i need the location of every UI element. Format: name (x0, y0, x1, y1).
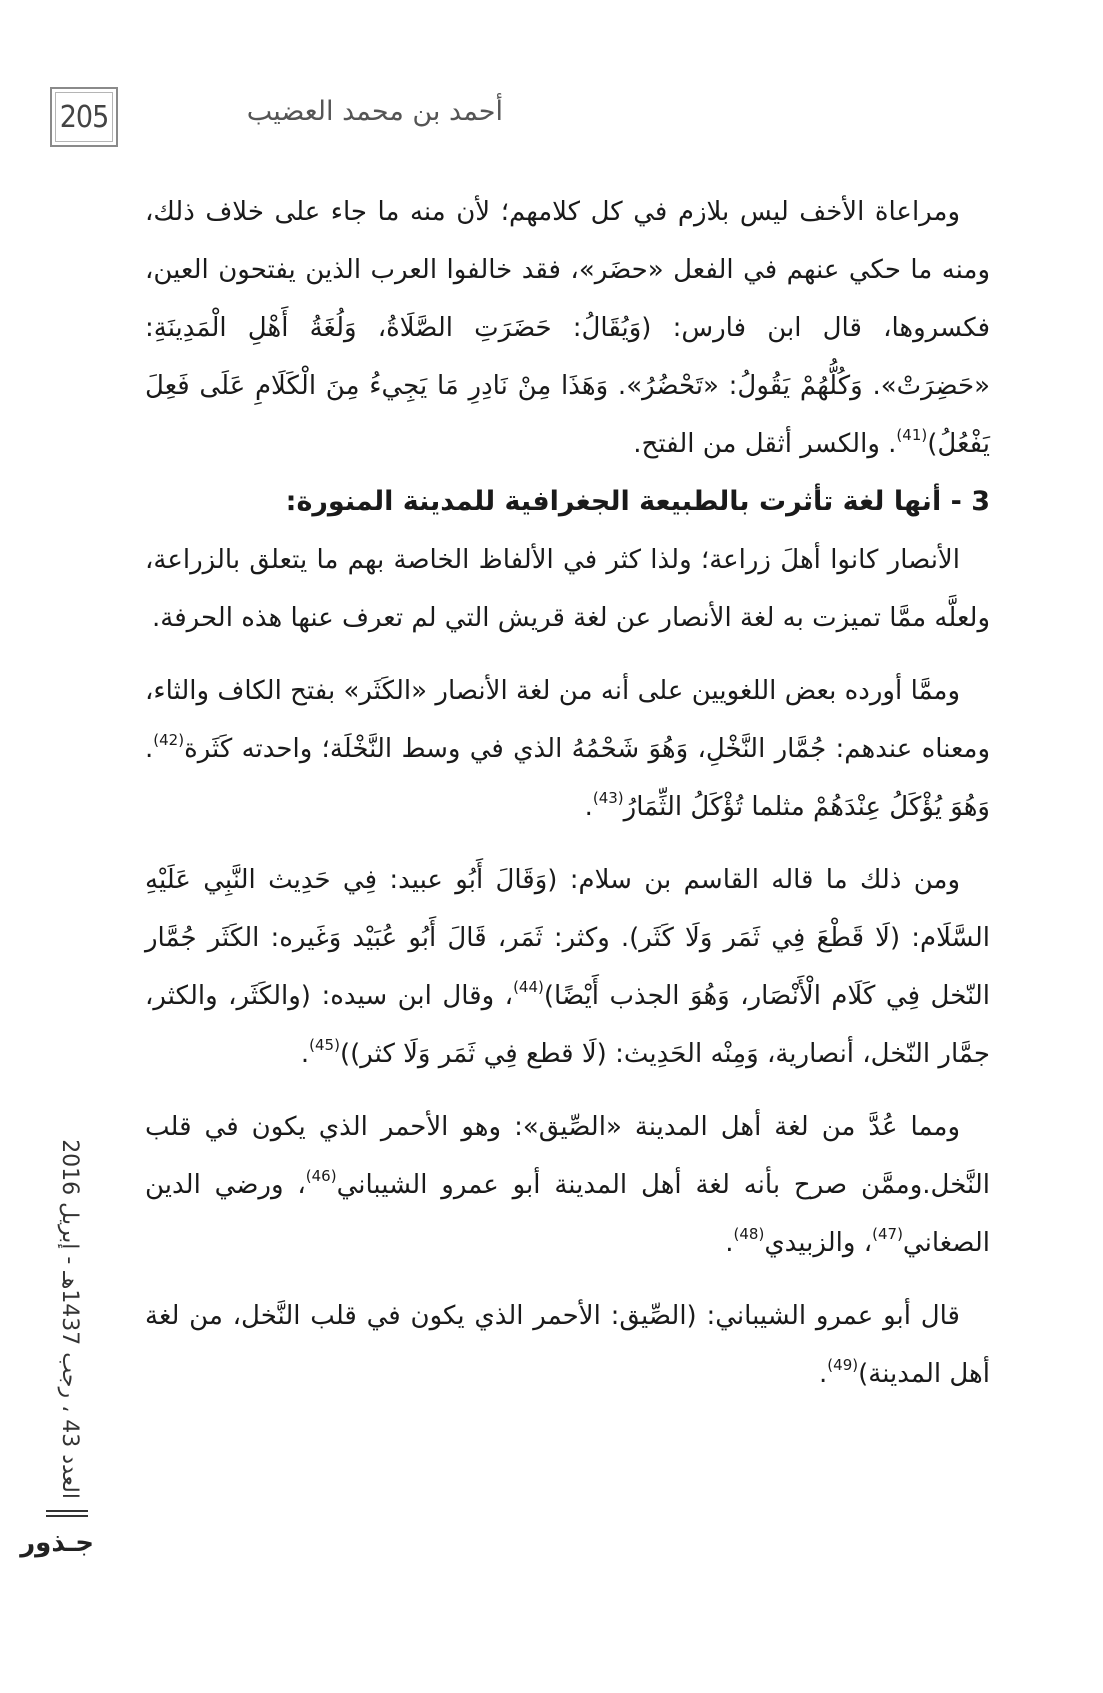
footnote-ref-46[interactable]: (46) (305, 1167, 337, 1185)
paragraph-3-text-b: . وَهُوَ يُؤْكَلُ عِنْدَهُمْ مثلما تُؤْكَلُ الثِّمَارُ (145, 734, 990, 822)
section-heading: 3 - أنها لغة تأثرت بالطبيعة الجغرافية للمدينة المنورة: (285, 486, 990, 517)
footnote-ref-45[interactable]: (45) (309, 1036, 340, 1054)
paragraph-6-tail: . (819, 1359, 828, 1389)
paragraph-5-text-a: ومما عُدَّ من لغة أهل المدينة «الصِّيق»: وهو الأحمر الذي يكون في قلب النَّخل.وممَّن صرح بأنه لغة أهل المدينة أبو عمرو الشيباني (145, 1112, 990, 1200)
paragraph-2 (145, 531, 990, 647)
page-number: 205 (50, 87, 118, 147)
sidebar-divider-second (46, 1515, 88, 1517)
paragraph-1 (145, 183, 990, 473)
paragraph-3 (145, 662, 990, 836)
issue-info: العدد 43 ، رجب 1437هـ - إبريل 2016 (57, 1139, 82, 1499)
sidebar-divider (46, 1510, 88, 1512)
footnote-ref-48[interactable]: (48) (733, 1225, 765, 1243)
article-body (145, 183, 990, 1403)
paragraph-1-tail: . والكسر أثقل من الفتح. (633, 429, 897, 459)
paragraph-1-text: ومراعاة الأخف ليس بلازم في كل كلامهم؛ لأن منه ما جاء على خلاف ذلك، ومنه ما حكي عنهم في الفعل «حضَر»، فقد خالفوا العرب الذين يفتحون العين، فكسروها، قال ابن فارس: (وَيُقَالُ: حَضَرَتِ الصَّلَاةُ، وَلُغَةُ أَهْلِ الْمَدِينَةِ: «حَضِرَتْ». وَكُلُّهُمْ يَقُولُ: «تَحْضُرُ». وَهَذَا مِنْ نَادِرِ مَا يَجِيءُ مِنَ الْكَلَامِ عَلَى فَعِلَ يَفْعُلُ) (145, 197, 990, 459)
paragraph-5-tail: . (725, 1228, 734, 1258)
paragraph-4-text-a: ومن ذلك ما قاله القاسم بن سلام: (وَقَالَ أَبُو عبيد: فِي حَدِيث النَّبِي عَلَيْهِ السَّلَام: (لَا قَطْعَ فِي ثَمَر وَلَا كَثَر). وكثر: ثَمَر، قَالَ أَبُو عُبَيْد وَغَيره: الكَثَر جُمَّار النّخل فِي كَلَام الْأَنْصَار، وَهُوَ الجذب أَيْضًا) (145, 865, 990, 1011)
footnote-ref-41[interactable]: (41) (896, 426, 928, 444)
paragraph-2-text: الأنصار كانوا أهلَ زراعة؛ ولذا كثر في الألفاظ الخاصة بهم ما يتعلق بالزراعة، ولعلَّه ممَّا تميزت به لغة الأنصار عن لغة قريش التي لم تعرف عنها هذه الحرفة. (145, 545, 990, 633)
journal-logo: جـذور (20, 1528, 94, 1558)
paragraph-6 (145, 1287, 990, 1403)
paragraph-3-text-a: وممَّا أورده بعض اللغويين على أنه من لغة الأنصار «الكَثَر» بفتح الكاف والثاء، ومعناه عندهم: جُمَّار النَّخْلِ، وَهُوَ شَحْمُهُ الذي في وسط النَّخْلَة؛ واحدته كَثَرة (145, 676, 990, 764)
paragraph-5-text-c: ، والزبيدي (764, 1228, 873, 1258)
paragraph-4 (145, 851, 990, 1083)
footnote-ref-42[interactable]: (42) (153, 731, 185, 749)
paragraph-3-tail: . (584, 792, 593, 822)
footnote-ref-47[interactable]: (47) (872, 1225, 903, 1243)
paragraph-6-text: قال أبو عمرو الشيباني: (الصِّيق: الأحمر الذي يكون في قلب النَّخل، من لغة أهل المدينة) (145, 1301, 990, 1389)
footnote-ref-44[interactable]: (44) (513, 978, 544, 996)
footnote-ref-43[interactable]: (43) (592, 789, 624, 807)
paragraph-5 (145, 1098, 990, 1272)
footnote-ref-49[interactable]: (49) (827, 1356, 859, 1374)
paragraph-5-text-b: ، ورضي الدين الصغاني (145, 1170, 990, 1258)
author-header: أحمد بن محمد العضيب (246, 96, 503, 127)
paragraph-4-tail: . (300, 1039, 310, 1069)
paragraph-4-text-b: ، وقال ابن سيده: (والكَثَر، والكثر، جمَّار النّخل، أنصارية، وَمِنْه الحَدِيث: (لَا قطع فِي ثَمَر وَلَا كثر)) (145, 981, 990, 1069)
